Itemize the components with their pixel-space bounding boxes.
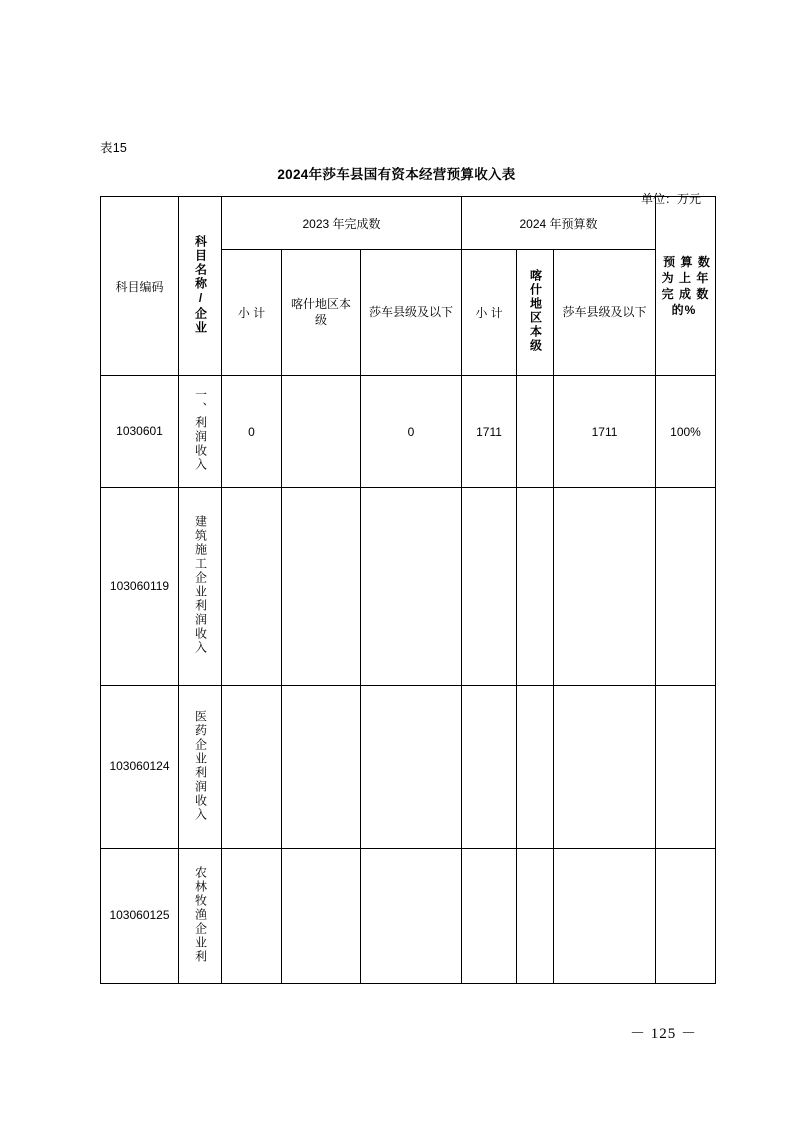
row-2023-shache (361, 488, 462, 686)
row-2024-subtotal (462, 488, 517, 686)
row-name (179, 488, 222, 686)
row-2024-shache (554, 686, 656, 849)
row-2023-shache: 0 (361, 376, 462, 488)
row-name-label: 农林牧渔企业利 (193, 865, 208, 964)
row-name (179, 849, 222, 984)
table-label: 表15 (100, 141, 128, 155)
header-2024-subtotal-label: 小 计 (475, 306, 503, 320)
header-2023-shache-label: 莎车县级及以下 (368, 304, 453, 319)
header-code-label: 科目编码 (115, 279, 164, 294)
header-code (101, 197, 179, 376)
row-2024-kashi (517, 376, 554, 488)
table-row (101, 849, 716, 984)
header-group-2024 (462, 197, 656, 250)
row-2024-kashi (517, 849, 554, 984)
row-2024-shache (554, 849, 656, 984)
row-2024-subtotal (462, 849, 517, 984)
page-number: － 125 － (629, 1026, 697, 1042)
row-2023-subtotal (222, 849, 282, 984)
unit-note: 单位：万元 (640, 192, 701, 206)
row-code: 103060125 (101, 849, 179, 984)
header-2024-subtotal (462, 250, 517, 376)
row-2024-kashi (517, 686, 554, 849)
row-name-label: 一、利润收入 (193, 388, 208, 472)
row-2024-kashi (517, 488, 554, 686)
row-code: 103060124 (101, 686, 179, 849)
row-name-label: 医药企业利润收入 (193, 709, 208, 822)
header-2024-kashi (517, 250, 554, 376)
header-2023-subtotal-label: 小 计 (237, 306, 266, 320)
header-2023-subtotal (222, 250, 282, 376)
table-row (101, 686, 716, 849)
header-2024-kashi-label: 喀什地区本级 (528, 269, 543, 353)
row-name-label: 建筑施工企业利润收入 (193, 515, 208, 655)
header-group-2024-label: 2024 年预算数 (519, 216, 598, 231)
budget-table (100, 196, 716, 984)
header-name (179, 197, 222, 376)
header-2023-kashi-label: 喀什地区本级 (290, 296, 351, 327)
row-2023-shache (361, 849, 462, 984)
row-ratio: 100% (656, 376, 716, 488)
row-code: 103060119 (101, 488, 179, 686)
header-group-2023-label: 2023 年完成数 (302, 216, 381, 231)
row-ratio (656, 488, 716, 686)
row-2023-shache (361, 686, 462, 849)
row-2023-kashi (282, 376, 361, 488)
row-2023-kashi (282, 849, 361, 984)
row-code: 1030601 (101, 376, 179, 488)
header-2024-shache-label: 莎车县级及以下 (562, 304, 647, 319)
header-2024-shache (554, 250, 656, 376)
header-ratio-label: 预 算 数 为 上 年 完 成 数 的% (661, 254, 711, 318)
table-row (101, 488, 716, 686)
page-title: 2024年莎车县国有资本经营预算收入表 (277, 167, 516, 182)
row-2024-subtotal (462, 686, 517, 849)
row-2023-subtotal: 0 (222, 376, 282, 488)
row-2024-subtotal: 1711 (462, 376, 517, 488)
row-2024-shache: 1711 (554, 376, 656, 488)
row-2023-subtotal (222, 488, 282, 686)
row-name (179, 686, 222, 849)
header-name-label: 科目名称/企业 (193, 234, 208, 335)
row-2023-subtotal (222, 686, 282, 849)
row-name (179, 376, 222, 488)
table-row (101, 376, 716, 488)
row-2023-kashi (282, 686, 361, 849)
row-ratio (656, 686, 716, 849)
header-2023-shache (361, 250, 462, 376)
row-2024-shache (554, 488, 656, 686)
header-group-2023 (222, 197, 462, 250)
row-2023-kashi (282, 488, 361, 686)
row-ratio (656, 849, 716, 984)
header-2023-kashi (282, 250, 361, 376)
header-ratio (656, 197, 716, 376)
